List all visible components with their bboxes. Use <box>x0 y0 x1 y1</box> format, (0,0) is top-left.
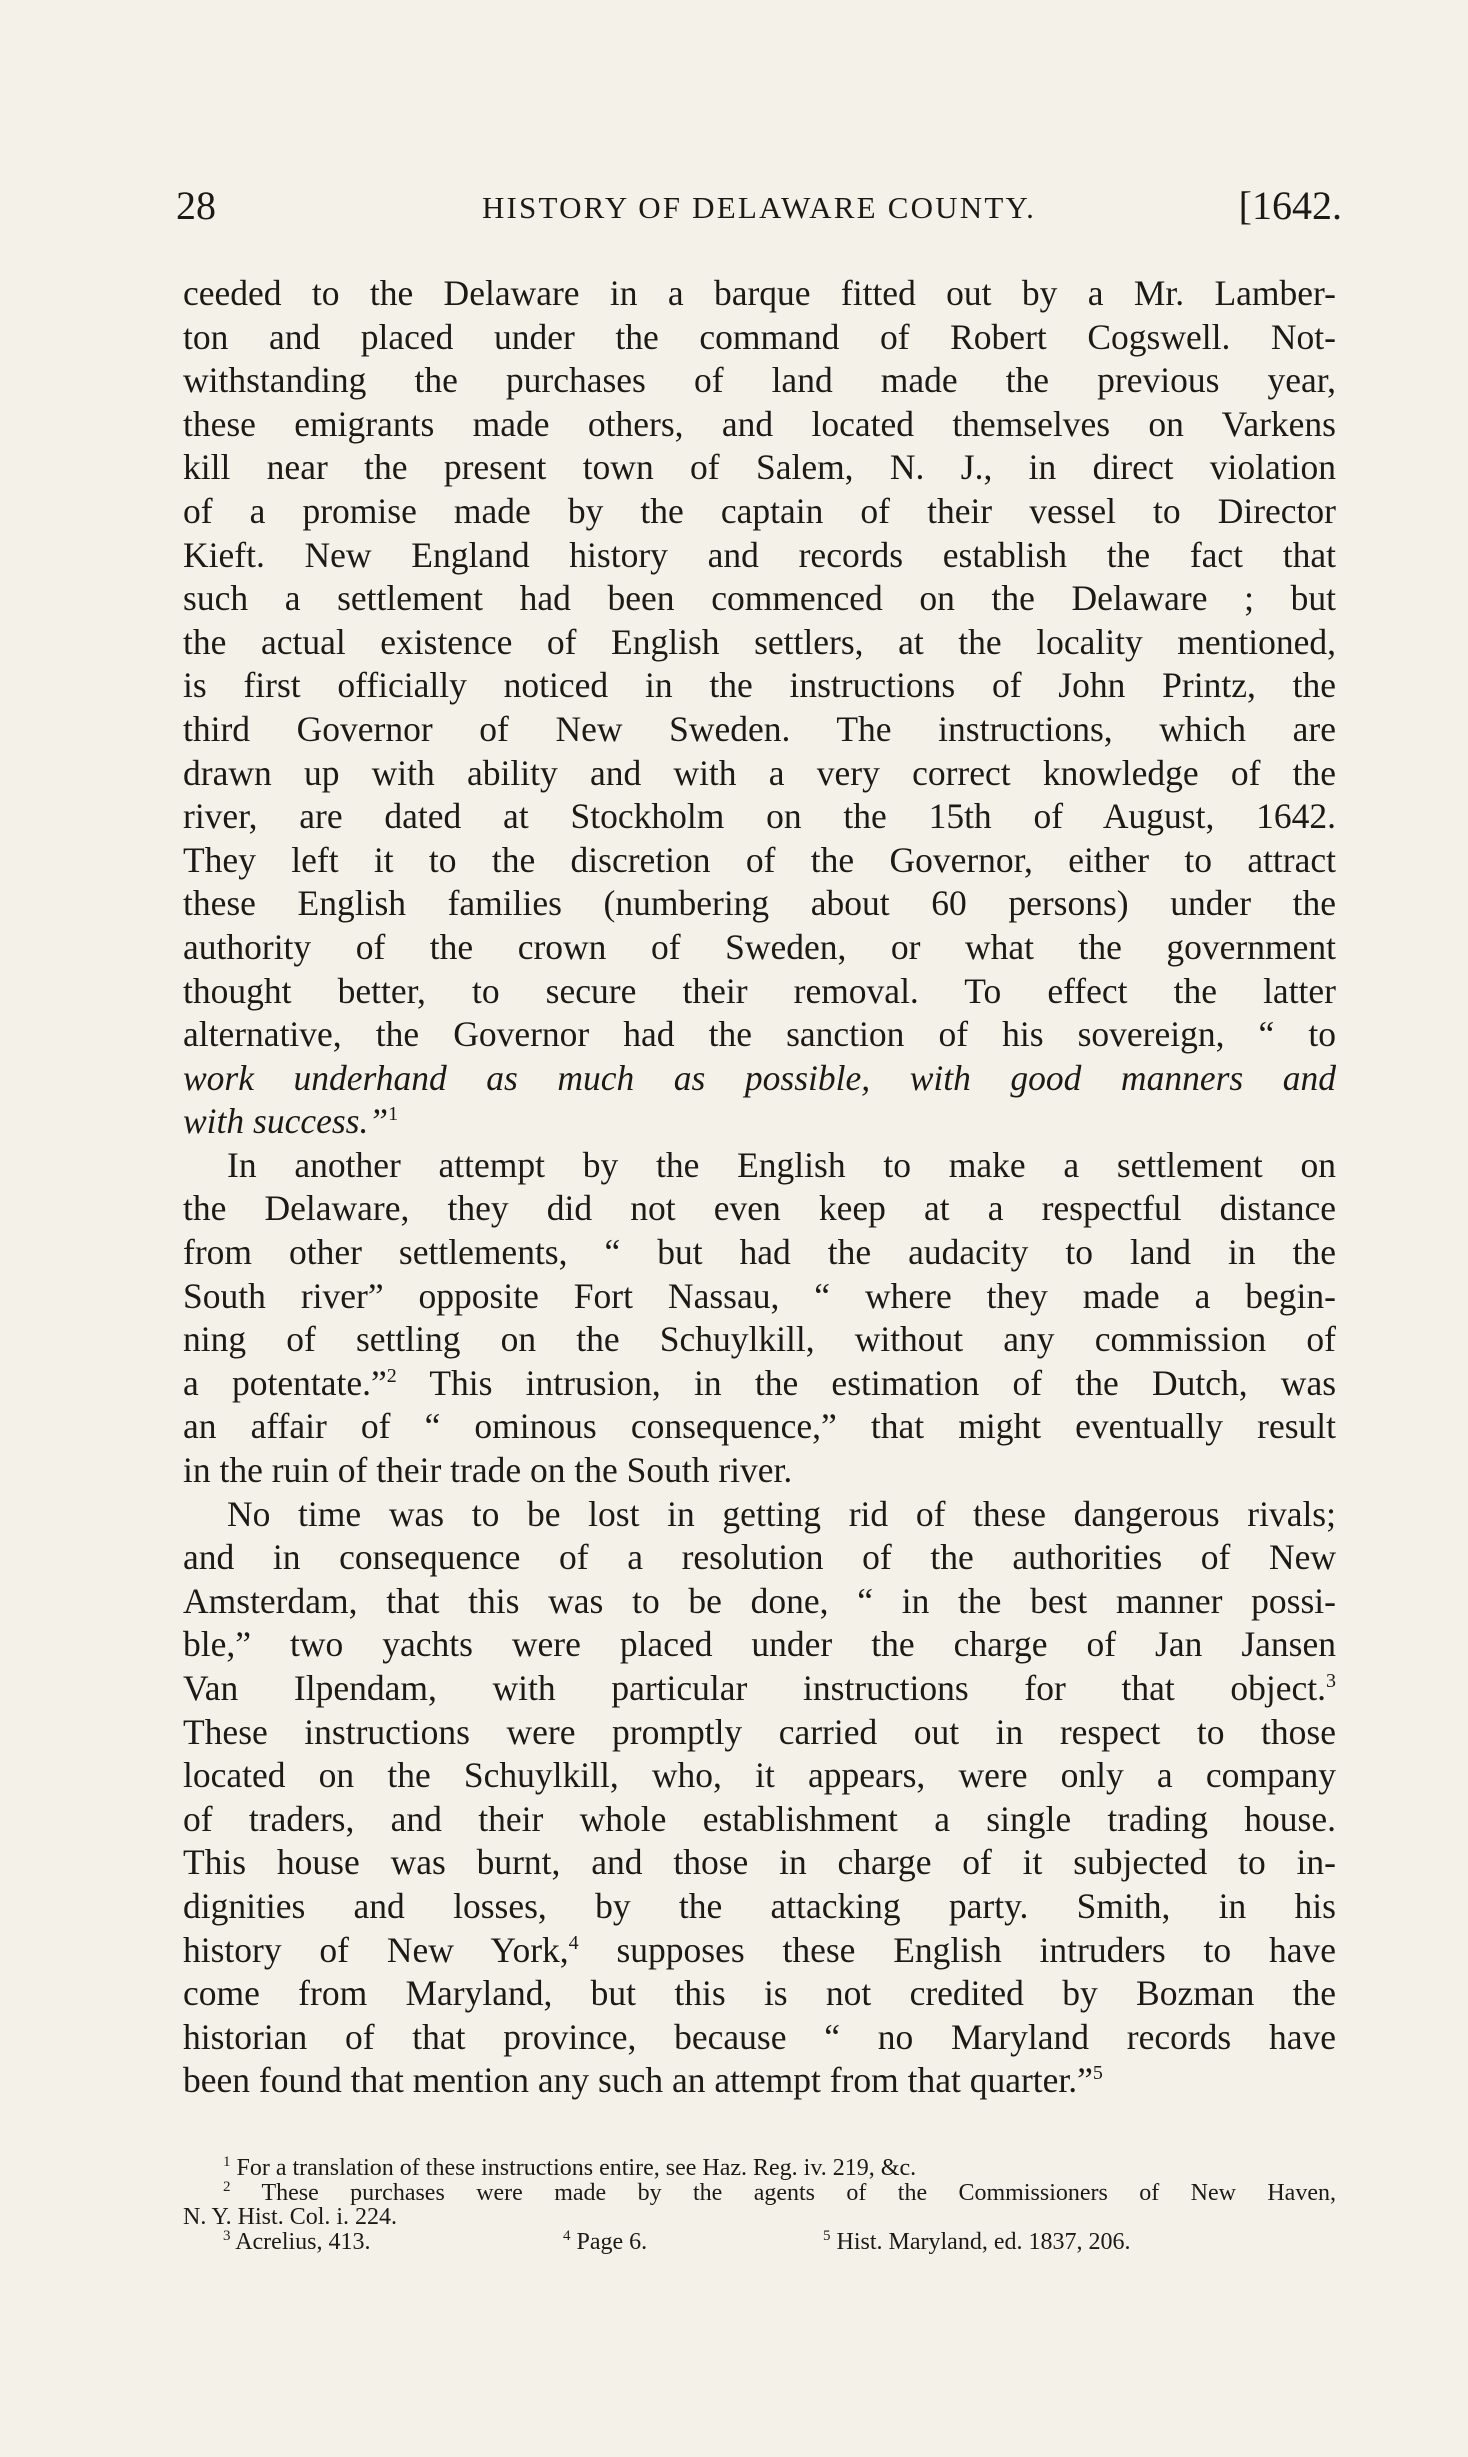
running-header <box>176 182 1342 242</box>
text-line: a potentate.”$^2$ This intrusion, in the estimation of the Dutch, was <box>183 1362 1337 1403</box>
text-line: No time was to be lost in getting rid of these dangerous rivals; <box>227 1493 1336 1534</box>
text-line: the actual existence of English settlers, at the locality mentioned, <box>183 621 1336 662</box>
text-line: third Governor of New Sweden. The instructions, which are <box>183 708 1336 749</box>
text-line: historian of that province, because “ no Maryland records have <box>183 2016 1336 2057</box>
footnote: $^5$ Hist. Maryland, ed. 1837, 206. <box>823 2227 1131 2255</box>
text-line: South river” opposite Fort Nassau, “ where they made a begin- <box>183 1275 1336 1316</box>
text-line: these English families (numbering about 60 persons) under the <box>183 883 1336 924</box>
footnote-continuation: N. Y. Hist. Col. i. 224. <box>183 2204 398 2230</box>
footnote: $^2$ These purchases were made by the agents of the Commissioners of New Haven, <box>223 2178 1336 2206</box>
footnote-ref: 3 <box>1326 1670 1336 1693</box>
text-line: withstanding the purchases of land made the previous year, <box>183 360 1336 401</box>
text-line: is first officially noticed in the instructions of John Printz, the <box>183 665 1336 706</box>
text-line: such a settlement had been commenced on the Delaware ; but <box>183 578 1336 619</box>
text-line: In another attempt by the English to make a settlement on <box>227 1144 1336 1185</box>
running-title: HISTORY OF DELAWARE COUNTY. <box>481 190 1037 225</box>
header-year: [1642. <box>1238 183 1342 228</box>
text-line: in the ruin of their trade on the South river. <box>183 1450 793 1491</box>
text-line: Amsterdam, that this was to be done, “ in the best manner possi- <box>183 1580 1336 1621</box>
text-line: thought better, to secure their removal. To effect the latter <box>183 970 1336 1011</box>
text-line: These instructions were promptly carried out in respect to those <box>183 1711 1336 1752</box>
text-line: authority of the crown of Sweden, or what the government <box>183 926 1336 967</box>
body-text <box>183 272 1336 2103</box>
text-line: kill near the present town of Salem, N. J., in direct violation <box>183 447 1336 488</box>
text-line: of a promise made by the captain of their vessel to Director <box>183 490 1336 531</box>
text-line: and in consequence of a resolution of the authorities of New <box>183 1537 1336 1578</box>
text-line: these emigrants made others, and located themselves on Varkens <box>183 403 1336 444</box>
text-line: come from Maryland, but this is not credited by Bozman the <box>183 1973 1336 2014</box>
footnote-ref: 2 <box>386 1365 397 1388</box>
text-line: They left it to the discretion of the Governor, either to attract <box>183 839 1336 880</box>
text-line: river, are dated at Stockholm on the 15th of August, 1642. <box>183 796 1336 837</box>
text-line: ceeded to the Delaware in a barque fitted out by a Mr. Lamber- <box>183 273 1336 313</box>
text-line: been found that mention any such an attempt from that quarter.”$^5$ <box>183 2060 1103 2101</box>
text-line: an affair of “ ominous consequence,” that might eventually result <box>183 1406 1336 1447</box>
text-line: Van Ilpendam, with particular instructions for that object.$^3$ <box>183 1668 1336 1708</box>
footnote-ref: 5 <box>1092 2062 1103 2085</box>
text-line: alternative, the Governor had the sanction of his sovereign, “ to <box>183 1014 1336 1055</box>
text-line: from other settlements, “ but had the audacity to land in the <box>183 1232 1336 1273</box>
footnote: $^4$ Page 6. <box>563 2227 648 2255</box>
text-line <box>183 1100 1336 1144</box>
footnotes <box>183 2156 1336 2254</box>
footnote: $^1$ For a translation of these instructions entire, see Haz. Reg. iv. 219, &c. <box>223 2154 917 2181</box>
text-line: the Delaware, they did not even keep at a respectful distance <box>183 1188 1336 1229</box>
footnote: $^3$ Acrelius, 413. <box>223 2227 371 2255</box>
footnote-ref: 4 <box>568 1931 579 1954</box>
footnote-row <box>183 2227 1336 2255</box>
italic-quote: work underhand as much as possible, with good manners and <box>183 1057 1336 1098</box>
text-line <box>183 1057 1336 1101</box>
text-line: located on the Schuylkill, who, it appears, were only a company <box>183 1755 1336 1796</box>
text-line: of traders, and their whole establishment a single trading house. <box>183 1798 1336 1839</box>
text-line: ton and placed under the command of Robert Cogswell. Not- <box>183 316 1336 357</box>
text-line: history of New York,$^4$ supposes these English intruders to have <box>183 1929 1337 1970</box>
footnote-ref: 1 <box>388 1103 399 1126</box>
text-line: Kieft. New England history and records establish the fact that <box>183 534 1336 575</box>
italic-quote: with success.” <box>183 1101 389 1142</box>
text-line: ning of settling on the Schuylkill, without any commission of <box>183 1319 1336 1360</box>
text-line: This house was burnt, and those in charge of it subjected to in- <box>183 1842 1336 1883</box>
text-line: dignities and losses, by the attacking party. Smith, in his <box>183 1885 1336 1926</box>
text-line: ble,” two yachts were placed under the charge of Jan Jansen <box>183 1624 1336 1665</box>
text-line: drawn up with ability and with a very correct knowledge of the <box>183 752 1336 793</box>
page-number: 28 <box>176 183 216 228</box>
